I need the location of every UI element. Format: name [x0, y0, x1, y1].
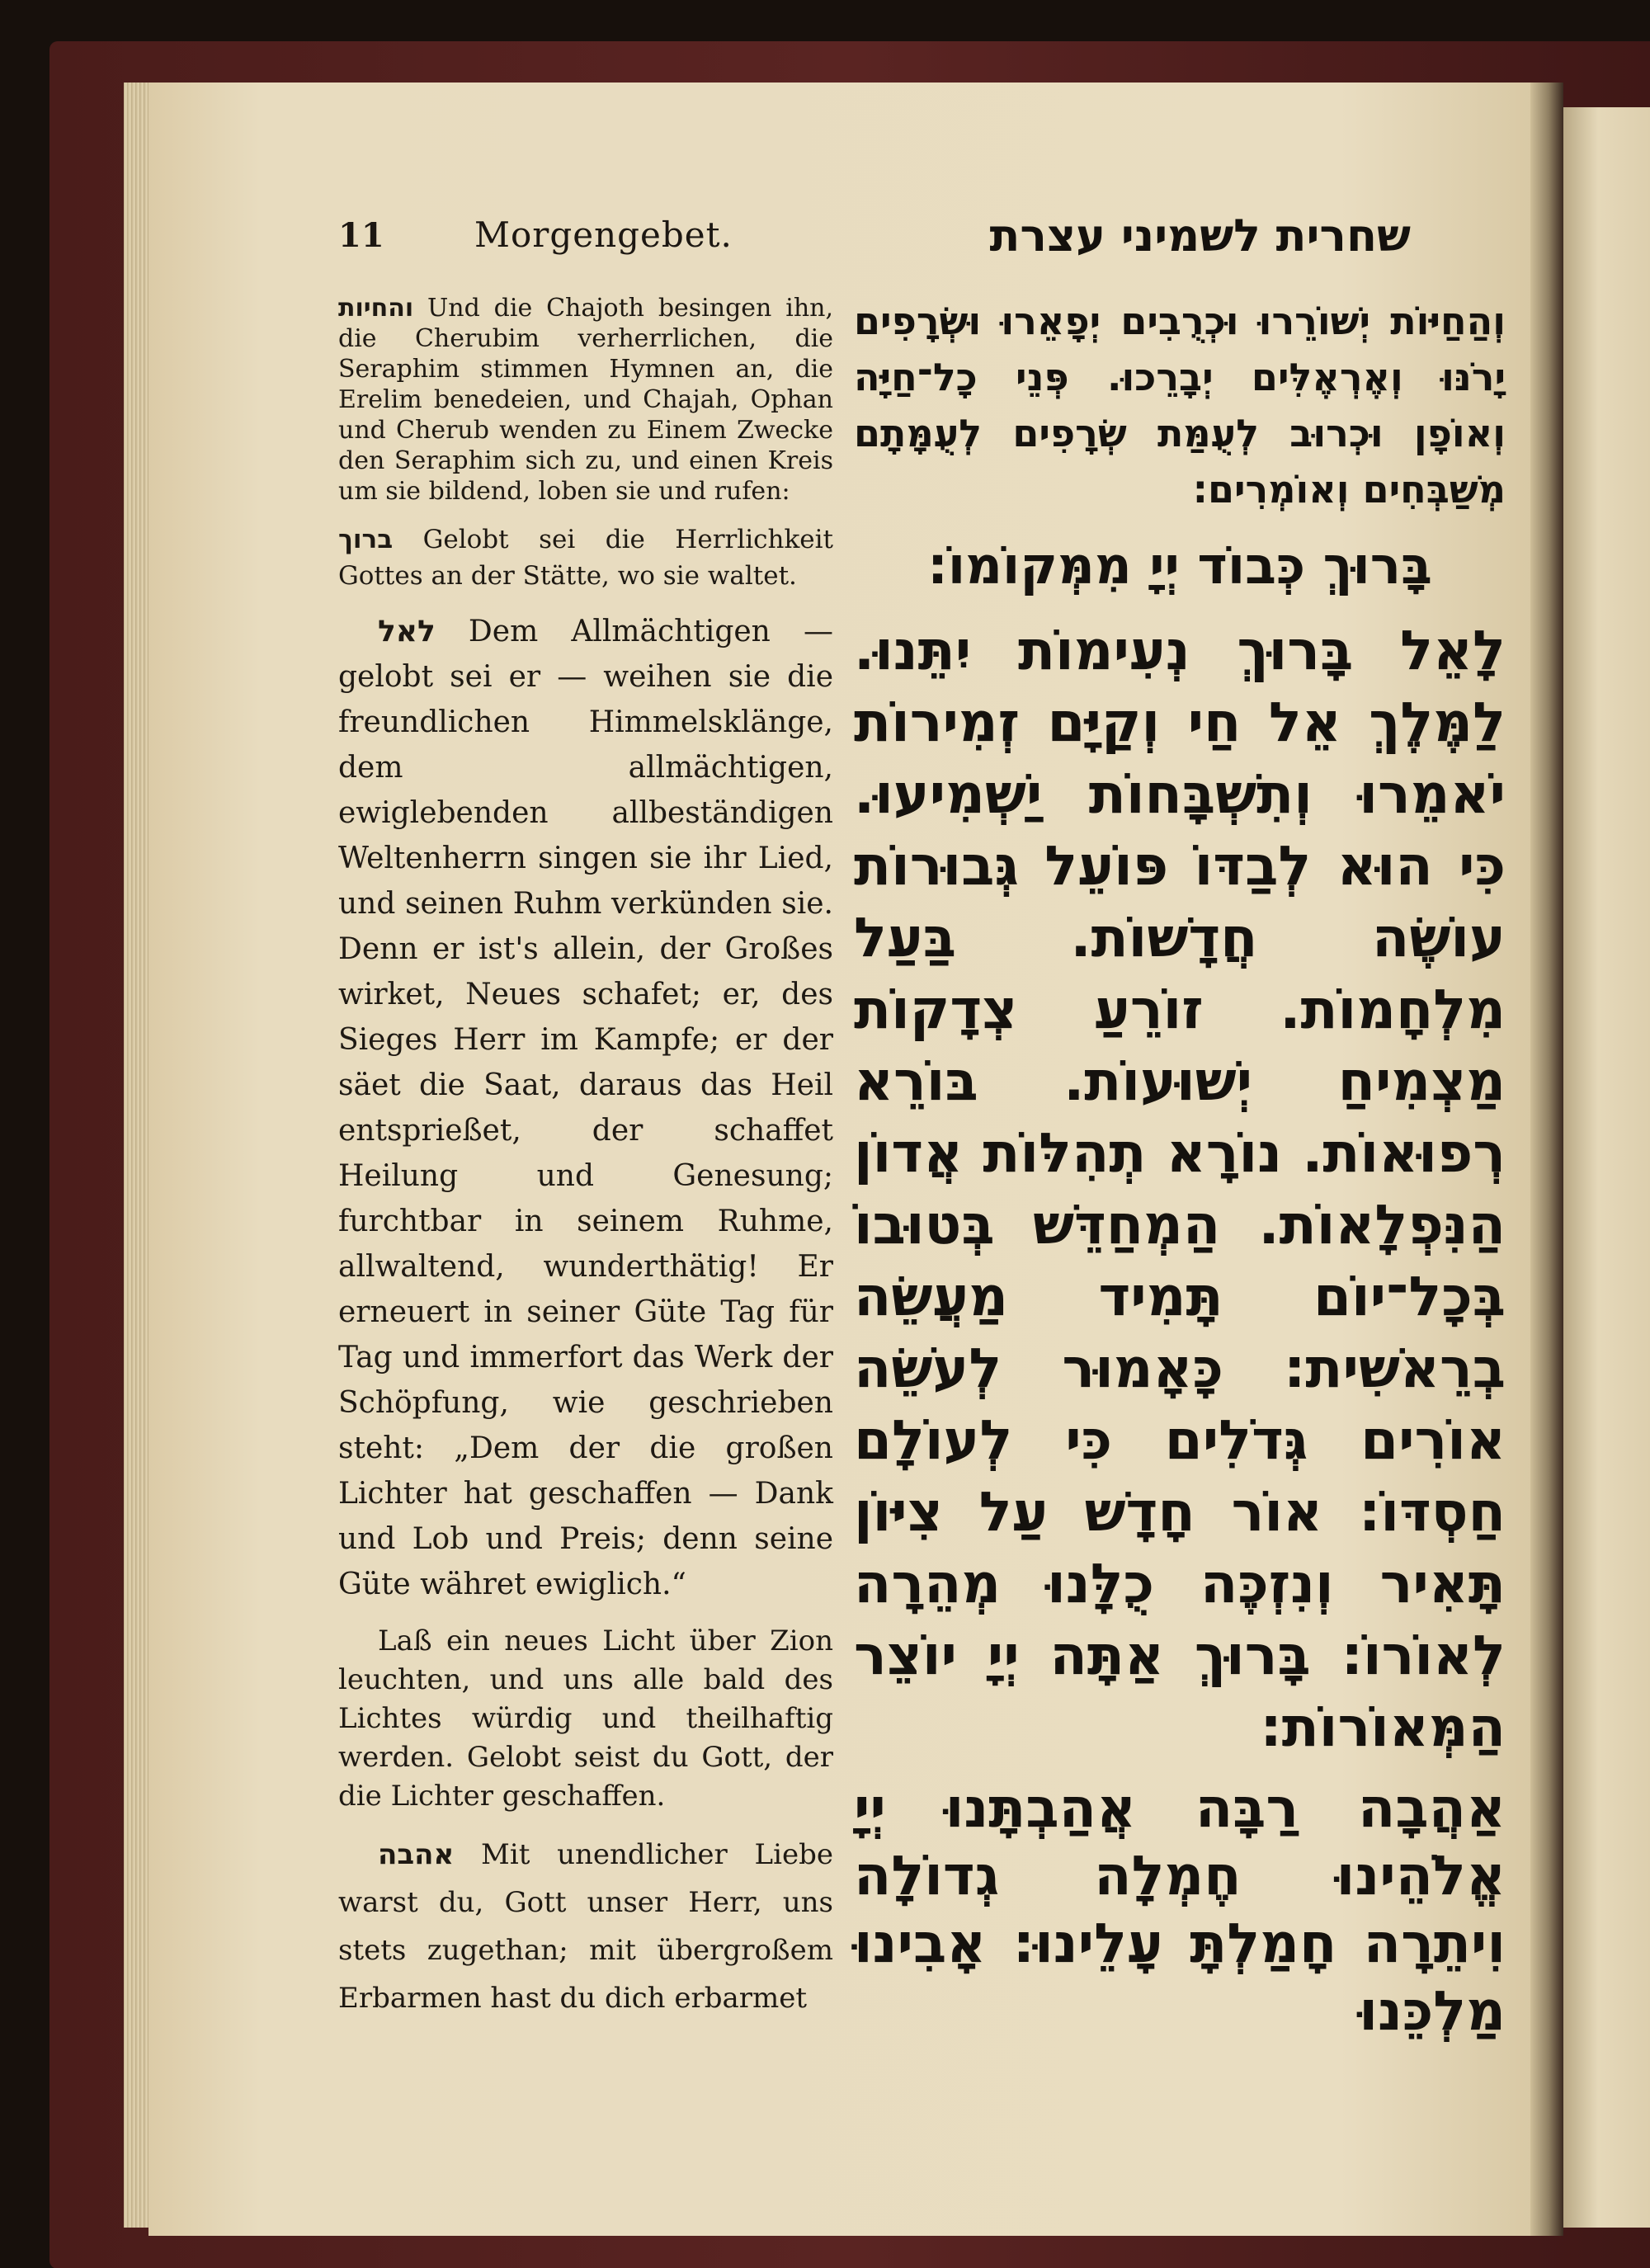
german-paragraph: [338, 609, 833, 1607]
facing-page: [1563, 107, 1650, 2228]
paragraph-text: Gelobt sei die Herrlichkeit Gottes an der Stätte, wo sie waltet.: [338, 525, 833, 591]
running-title-hebrew: שחרית לשמיני עצרת: [989, 210, 1411, 262]
running-head: [338, 210, 1411, 282]
hebrew-catchword: ברוך: [338, 525, 394, 554]
page-number: 11: [338, 216, 384, 255]
german-translation-column: [338, 293, 833, 2037]
paragraph-text: Und die Chajoth besingen ihn, die Cherubim verherrlichen, die Seraphim stimmen Hymnen an, die Erelim benedeien, und Chajah, Ophan und Cherub wenden zu Einem Zwecke den Seraphim sich zu, und einen Kreis um sie bildend, loben sie und rufen:: [338, 294, 833, 506]
hebrew-paragraph: לָאֵל בָּרוּךְ נְעִימוֹת יִתֵּנוּ. לַמֶּלֶךְ אֵל חַי וְקַיָּם זְמִירוֹת יֹאמֵרוּ וְתִשְׁבָּחוֹת יַשְׁמִיעוּ. כִּי הוּא לְבַדּוֹ פּוֹעֵל גְּבוּרוֹת עוֹשֶׂה חֲדָשׁוֹת. בַּעַל מִלְחָמוֹת. זוֹרֵעַ צְדָקוֹת מַצְמִיחַ יְשׁוּעוֹת. בּוֹרֵא רְפוּאוֹת. נוֹרָא תְהִלּוֹת אֲדוֹן הַנִּפְלָאוֹת. הַמְחַדֵּשׁ בְּטוּבוֹ בְּכָל־יוֹם תָּמִיד מַעֲשֵׂה בְרֵאשִׁית: כָּאָמוּר לְעֹשֵׂה אוֹרִים גְּדֹלִים כִּי לְעוֹלָם חַסְדּוֹ: אוֹר חָדָשׁ עַל צִיּוֹן תָּאִיר וְנִזְכֶּה כֻלָּנוּ מְהֵרָה לְאוֹרוֹ: בָּרוּךְ אַתָּה יְיָ יוֹצֵר הַמְּאוֹרוֹת:: [854, 619, 1506, 1759]
hebrew-catchword: לאל: [378, 615, 436, 648]
german-paragraph: [338, 293, 833, 507]
paragraph-text: Mit unendlicher Liebe warst du, Gott unser Herr, uns stets zugethan; mit übergroßem Erbarmen hast du dich erbarmet: [338, 1838, 833, 2015]
hebrew-paragraph: וְהַחַיּוֹת יְשׁוֹרֵרוּ וּכְרֻבִים יְפָאֵרוּ וּשְׂרָפִים יָרֹנּוּ וְאֶרְאֶלִּים יְבָרֵכוּ. פְּנֵי כָל־חַיָּה וְאוֹפָן וּכְרוּב לְעֻמַּת שְׂרָפִים לְעֻמָּתָם מְשַׁבְּחִים וְאוֹמְרִים:: [854, 299, 1506, 512]
hebrew-text-column: [854, 293, 1506, 2057]
german-paragraph: [338, 1622, 833, 1816]
hebrew-paragraph: אַהֲבָה רַבָּה אֲהַבְתָּנוּ יְיָ אֱלֹהֵינוּ חֶמְלָה גְדוֹלָה וִיתֵרָה חָמַלְתָּ עָלֵינוּ: אָבִינוּ מַלְכֵּנוּ: [854, 1776, 1506, 2043]
hebrew-catchword: והחיות: [338, 294, 414, 323]
german-paragraph: [338, 521, 833, 594]
german-paragraph: [338, 1831, 833, 2022]
paragraph-text: Dem Allmächtigen — gelobt sei er — weihen sie die freundlichen Himmelsklänge, dem allmächtigen, ewiglebenden allbeständigen Weltenherrn singen sie ihr Lied, und seinen Ruhm verkünden sie. Denn er ist's allein, der Großes wirket, Neues schafet; er, des Sieges Herr im Kampfe; er der säet die Saat, daraus das Heil entsprießet, der schaffet Heilung und Genesung; furchtbar in seinem Ruhme, allwaltend, wunderthätig! Er erneuert in seiner Güte Tag für Tag und immerfort das Werk der Schöpfung, wie geschrieben steht: „Dem der die großen Lichter hat geschaffen — Dank und Lob und Preis; denn seine Güte währet ewiglich.“: [338, 615, 833, 1601]
hebrew-paragraph: בָּרוּךְ כְּבוֹד יְיָ מִמְּקוֹמוֹ:: [927, 535, 1432, 596]
paragraph-text: Laß ein neues Licht über Zion leuchten, und uns alle bald des Lichtes würdig und theilhaftig werden. Gelobt seist du Gott, der die Lichter geschaffen.: [338, 1624, 833, 1813]
hebrew-catchword: אהבה: [378, 1838, 455, 1871]
book-gutter: [1530, 83, 1563, 2236]
running-title-german: Morgengebet.: [474, 215, 733, 255]
